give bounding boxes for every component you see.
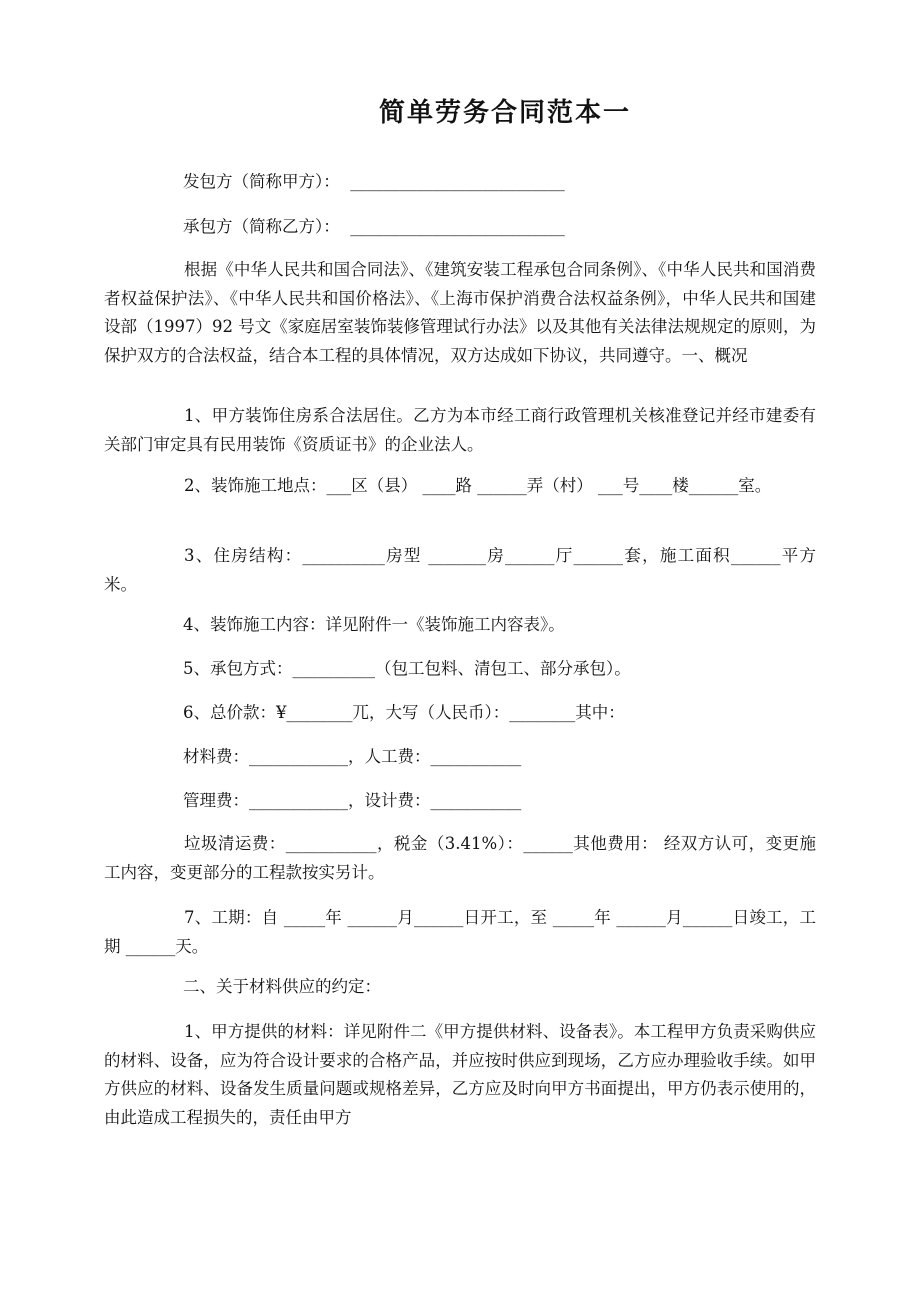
section-2-heading: 二、关于材料供应的约定： bbox=[183, 977, 381, 996]
document-title: 简单劳务合同范本一 bbox=[378, 98, 631, 128]
preamble-paragraph: 根据《中华人民共和国合同法》、《建筑安装工程承包合同条例》、《中华人民共和国消费者权益保护法》、《中华人民共和国价格法》、《上海市保护消费合法权益条例》，中华人民共和国建设部（1997）92 号文《家庭居室装饰装修管理试行办法》以及其他有关法律法规规定的原则，为保护双方的合法权益，结合本工程的具体情况，双方达成如下协议，共同遵守。一、概况 bbox=[104, 260, 816, 365]
clause-3-paragraph: 3、住房结构：__________房型 _______房______厅______套，施工面积______平方米。 bbox=[104, 546, 816, 594]
fee-management-line: 管理费：____________，设计费：___________ bbox=[183, 791, 522, 810]
party-b-line: 承包方（简称乙方）： __________________________ bbox=[183, 217, 565, 236]
section-2-clause-1-paragraph: 1、甲方提供的材料：详见附件二《甲方提供材料、设备表》。本工程甲方负责采购供应的材料、设备，应为符合设计要求的合格产品，并应按时供应到现场，乙方应办理验收手续。如甲方供应的材料、设备发生质量问题或规格差异，乙方应及时向甲方书面提出，甲方仍表示使用的，由此造成工程损失的，责任由甲方 bbox=[104, 1022, 816, 1127]
clause-5-line: 5、承包方式：__________（包工包料、清包工、部分承包）。 bbox=[183, 659, 631, 678]
clause-2-paragraph: 2、装饰施工地点：___区（县） ____路 ______弄（村） ___号____楼______室。 bbox=[184, 476, 772, 495]
clause-6-line: 6、总价款：¥________兀，大写（人民币）：________其中： bbox=[183, 703, 625, 722]
fee-other-paragraph: 垃圾清运费：___________，税金（3.41%）：______其他费用： 经双方认可，变更施工内容，变更部分的工程款按实另计。 bbox=[104, 834, 816, 882]
clause-4-line: 4、装饰施工内容：详见附件一《装饰施工内容表》。 bbox=[183, 615, 565, 634]
clause-1-paragraph: 1、甲方装饰住房系合法居住。乙方为本市经工商行政管理机关核准登记并经市建委有关部门审定具有民用装饰《资质证书》的企业法人。 bbox=[104, 406, 816, 454]
fee-material-line: 材料费：____________，人工费：___________ bbox=[183, 747, 522, 766]
clause-7-paragraph: 7、工期：自 _____年 ______月______日开工，至 _____年 ______月______日竣工，工期 ______天。 bbox=[104, 908, 816, 956]
party-a-line: 发包方（简称甲方）： __________________________ bbox=[183, 172, 565, 191]
